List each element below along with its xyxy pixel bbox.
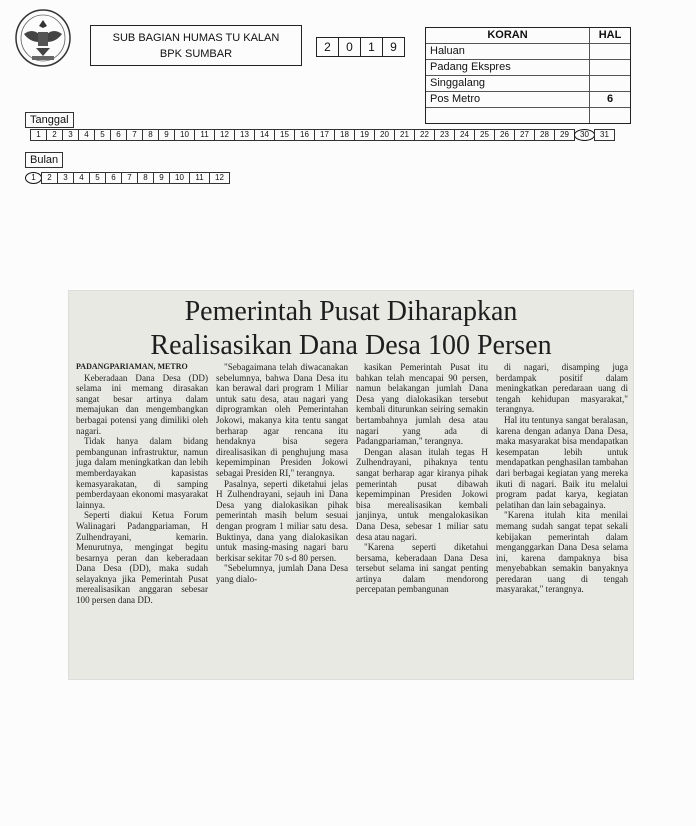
day-cell: 22	[414, 129, 435, 141]
newspaper-name: Haluan	[426, 44, 590, 59]
paragraph: Pasalnya, seperti diketahui jelas H Zulhendrayani, sejauh ini Dana Desa yang dialokasikan pihak pemerintah masih belum sesuai dengan program 1 miliar satu desa. Buktinya, dana yang dialokasikan untuk masing-masing nagari baru berkisar sekitar 70 s-d 80 persen.	[216, 478, 348, 563]
day-cell: 2	[46, 129, 63, 141]
month-cell: 1	[25, 172, 42, 184]
day-cell: 1	[30, 129, 47, 141]
article-column	[76, 362, 208, 606]
day-cell: 31	[594, 129, 615, 141]
day-cell: 19	[354, 129, 375, 141]
month-cell: 6	[105, 172, 122, 184]
year-boxes	[316, 37, 404, 57]
month-cell: 7	[121, 172, 138, 184]
newspaper-name: Singgalang	[426, 76, 590, 91]
paragraph: kasikan Pemerintah Pusat itu bahkan telah mencapai 90 persen, namun belakangan jumlah Dana Desa yang dialokasikan tersebut kembali diturunkan seiring semakin bertambahnya jumlah desa atau nagari yang ada di Padangpariaman," terangnya.	[356, 362, 488, 447]
table-row	[426, 92, 630, 108]
day-cell: 28	[534, 129, 555, 141]
paragraph: Keberadaan Dana Desa (DD) selama ini memang dirasakan sangat besar artinya dalam memajukan dan mengembangkan berbagai potensi yang dimiliki oleh nagari.	[76, 372, 208, 436]
office-box	[90, 25, 302, 66]
paragraph: Hal itu tentunya sangat beralasan, karena dengan adanya Dana Desa, maka masyarakat bisa mendapatkan kesempatan lebih untuk mendapatkan penghasilan tambahan dari berbagai kegiatan yang mereka ikuti di nagari. Baik itu melalui program padat karya, kegiatan pelatihan dan lain sebagainya.	[496, 414, 628, 510]
bulan-label: Bulan	[25, 152, 63, 168]
page-number: 6	[606, 93, 614, 105]
page-number	[590, 76, 630, 91]
office-line1: SUB BAGIAN HUMAS TU KALAN	[112, 32, 280, 44]
newspaper-name: Pos Metro	[426, 92, 590, 107]
day-cell: 17	[314, 129, 335, 141]
day-cell: 13	[234, 129, 255, 141]
day-cell: 9	[158, 129, 175, 141]
paragraph: "Sebelumnya, jumlah Dana Desa yang dialo-	[216, 563, 348, 584]
paragraph: Tidak hanya dalam bidang pembangunan infrastruktur, namun juga dalam meningkatkan dan lebih memberdayakan kapasistas kemasyarakatan, di samping pemberdayaan ekonomi masyarakat lainnya.	[76, 436, 208, 510]
month-cell: 8	[137, 172, 154, 184]
day-cell: 3	[62, 129, 79, 141]
day-cell: 20	[374, 129, 395, 141]
day-cell: 5	[94, 129, 111, 141]
day-scale	[30, 129, 614, 141]
paragraph: Seperti diakui Ketua Forum Walinagari Padangpariaman, H Zulhendrayani, kemarin. Menurutnya, mengingat begitu besarnya peran dan keberadaan Dana Desa (DD), maka sudah selayaknya jika Pemerintah Pusat merealisasikan anggaran sebesar 100 persen dana DD.	[76, 510, 208, 606]
day-cell: 14	[254, 129, 275, 141]
month-cell: 10	[169, 172, 190, 184]
month-cell: 3	[57, 172, 74, 184]
table-row	[426, 76, 630, 92]
koran-header: KORAN	[426, 28, 590, 43]
page-number	[590, 60, 630, 75]
newspaper-name: Padang Ekspres	[426, 60, 590, 75]
day-cell: 23	[434, 129, 455, 141]
day-cell: 10	[174, 129, 195, 141]
newspaper-table	[425, 27, 631, 124]
dateline: PADANGPARIAMAN, METRO	[76, 362, 188, 371]
garuda-emblem-icon	[14, 8, 72, 68]
year-digit: 1	[360, 37, 383, 57]
headline-line2: Realisasikan Dana Desa 100 Persen	[150, 330, 552, 361]
day-cell: 21	[394, 129, 415, 141]
day-cell: 27	[514, 129, 535, 141]
day-cell: 6	[110, 129, 127, 141]
month-cell: 5	[89, 172, 106, 184]
table-header	[426, 28, 630, 44]
day-cell: 7	[126, 129, 143, 141]
month-scale	[25, 172, 229, 184]
hal-header: HAL	[598, 29, 622, 41]
day-cell: 18	[334, 129, 355, 141]
day-cell: 4	[78, 129, 95, 141]
paragraph: "Karena seperti diketahui bersama, keberadaan Dana Desa tersebut selama ini sangat penting artinya dalam mendorong percepatan pembangunan	[356, 542, 488, 595]
day-cell: 16	[294, 129, 315, 141]
office-line2: BPK SUMBAR	[159, 48, 233, 60]
day-cell: 24	[454, 129, 475, 141]
article-column	[356, 362, 488, 606]
day-cell: 29	[554, 129, 575, 141]
article-column	[216, 362, 348, 606]
article-column	[496, 362, 628, 606]
tanggal-label: Tanggal	[25, 112, 74, 128]
paragraph: "Karena itulah kita menilai memang sudah sangat tepat sekali kebijakan pemerintah dalam menganggarkan Dana Desa selama ini, karena dampaknya bisa menyebabkan semakin banyaknya peredaran uang di tengah masyarakat," terangnya.	[496, 510, 628, 595]
day-cell: 15	[274, 129, 295, 141]
table-row	[426, 60, 630, 76]
newspaper-name	[426, 108, 590, 123]
month-cell: 12	[209, 172, 230, 184]
month-cell: 2	[41, 172, 58, 184]
table-row	[426, 44, 630, 60]
day-cell: 12	[214, 129, 235, 141]
page-number	[590, 108, 630, 123]
day-cell: 8	[142, 129, 159, 141]
paragraph: di nagari, disamping juga berdampak positif dalam meningkatkan peredaraan uang di tengah kehidupan masyarakat," terangnya.	[496, 362, 628, 415]
day-cell: 30	[574, 129, 595, 141]
page-number	[590, 44, 630, 59]
day-cell: 26	[494, 129, 515, 141]
year-digit: 2	[316, 37, 339, 57]
headline-line1: Pemerintah Pusat Diharapkan	[184, 296, 518, 327]
year-digit: 0	[338, 37, 361, 57]
month-cell: 4	[73, 172, 90, 184]
newspaper-clipping	[68, 290, 634, 680]
year-digit: 9	[382, 37, 405, 57]
day-cell: 11	[194, 129, 215, 141]
paragraph: "Sebagaimana telah diwacanakan sebelumnya, bahwa Dana Desa itu kan berawal dari program 1 Miliar untuk satu desa, atau nagari yang diprogramkan oleh Pemerintahan Jokowi, makanya kita tentu sangat berharap agar rencana itu hendaknya bisa segera direalisasikan di penghujung masa kepemimpinan Presiden Jokowi sebagai Presiden RI," terangnya.	[216, 362, 348, 478]
month-cell: 11	[189, 172, 210, 184]
paragraph: Dengan alasan itulah tegas H Zulhendrayani, pihaknya tentu sangat berharap agar kiranya pihak pemerintah pusat dibawah kepemimpinan Presiden Jokowi bisa merealisasikan kembali janjinya, untuk mengalokasikan Dana Desa, sebesar 1 miliar satu desa atau nagari.	[356, 446, 488, 542]
table-row	[426, 108, 630, 123]
day-cell: 25	[474, 129, 495, 141]
article-body	[76, 362, 628, 606]
month-cell: 9	[153, 172, 170, 184]
